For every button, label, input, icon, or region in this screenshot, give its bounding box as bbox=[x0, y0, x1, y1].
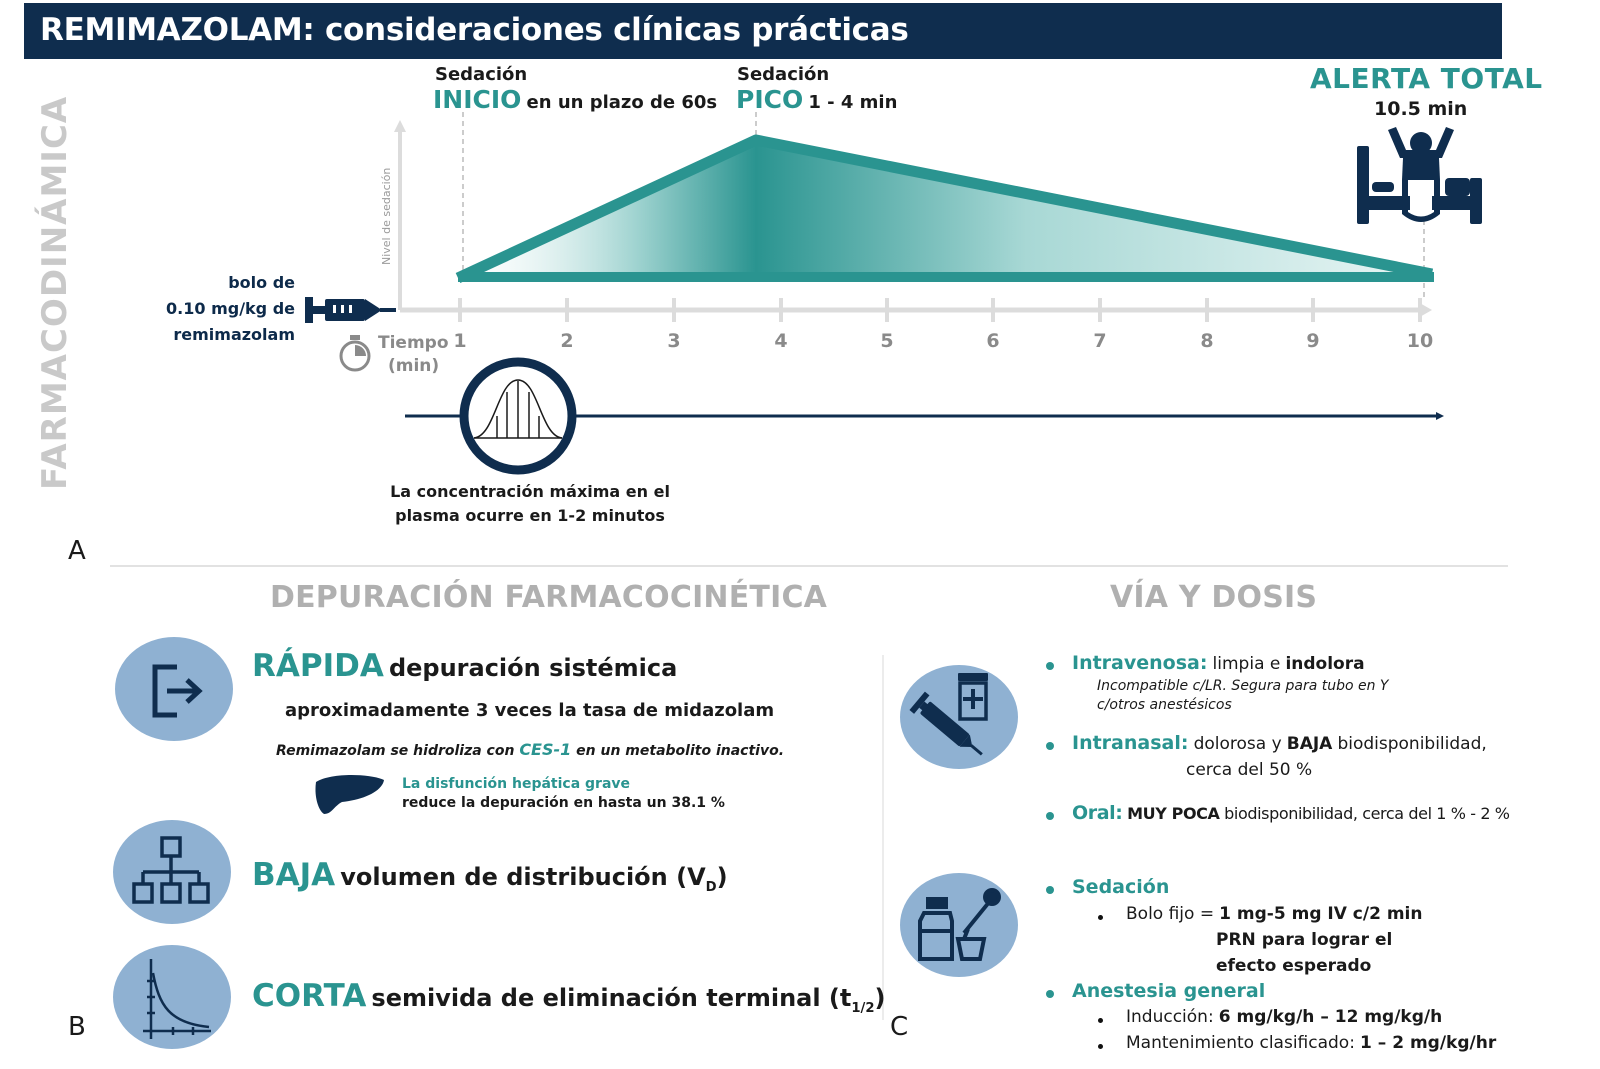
iv-t1: limpia e bbox=[1212, 654, 1281, 674]
sedation-bolus-line bbox=[1126, 904, 1422, 924]
exit-icon bbox=[115, 637, 233, 741]
onset-small: Sedación bbox=[435, 64, 528, 85]
onset-rest: en un plazo de 60s bbox=[526, 92, 718, 113]
iv-note-2: c/otros anestésicos bbox=[1097, 697, 1232, 713]
tick-label: 5 bbox=[880, 330, 894, 352]
bed-wake-icon bbox=[1357, 127, 1482, 224]
oral-t1: MUY POCA bbox=[1127, 804, 1220, 823]
maintenance-line bbox=[1126, 1033, 1496, 1053]
bolus-line-2: 0.10 mg/kg de bbox=[166, 299, 295, 318]
tick-label: 6 bbox=[986, 330, 1000, 352]
bolus-line-1: bolo de bbox=[228, 273, 295, 292]
sedation-bolus-bold: 1 mg-5 mg IV c/2 min bbox=[1219, 904, 1423, 924]
sedation-bullet bbox=[1046, 886, 1054, 894]
maintenance-bullet bbox=[1098, 1044, 1103, 1049]
iv-bullet bbox=[1046, 662, 1054, 670]
plasma-note bbox=[370, 480, 690, 528]
tick-label: 9 bbox=[1306, 330, 1320, 352]
syringe-icon bbox=[305, 297, 396, 323]
oral-label: Oral: bbox=[1072, 802, 1123, 824]
rapid-big: RÁPIDA bbox=[252, 648, 384, 684]
rapid-note bbox=[276, 740, 784, 759]
header-via-dosis: VÍA Y DOSIS bbox=[1110, 580, 1318, 615]
sedation-sub-bullet bbox=[1098, 915, 1103, 920]
low-rest: volumen de distribución (V bbox=[340, 863, 706, 891]
maintenance-pre: Mantenimiento clasificado: bbox=[1126, 1033, 1355, 1053]
plasma-note-line-2: plasma ocurre en 1-2 minutos bbox=[395, 506, 665, 525]
stopwatch-icon bbox=[341, 335, 369, 370]
tick-label: 3 bbox=[667, 330, 681, 352]
alert-time: 10.5 min bbox=[1374, 98, 1468, 120]
tick-label: 7 bbox=[1093, 330, 1107, 352]
peak-small: Sedación bbox=[737, 64, 830, 85]
rapid-note-post: en un metabolito inactivo. bbox=[576, 743, 785, 759]
sedation-bolus-l3: efecto esperado bbox=[1216, 956, 1372, 976]
hierarchy-cubes-icon bbox=[113, 820, 231, 924]
section-letter-b: B bbox=[68, 1012, 86, 1042]
rapid-line bbox=[252, 648, 677, 684]
onset-big: INICIO bbox=[433, 85, 522, 114]
time-label-2: (min) bbox=[388, 356, 440, 376]
sedation-bolus-pre: Bolo fijo = bbox=[1126, 904, 1215, 924]
rapid-note-mid: CES-1 bbox=[519, 740, 572, 759]
decay-curve-icon bbox=[113, 945, 231, 1049]
alert-total-label: ALERTA TOTAL bbox=[1310, 62, 1543, 95]
low-line bbox=[252, 857, 728, 895]
nasal-t3: biodisponibilidad, bbox=[1337, 734, 1487, 754]
iv-note-1: Incompatible c/LR. Segura para tubo en Y bbox=[1097, 678, 1389, 694]
nasal-line bbox=[1072, 732, 1487, 754]
nasal-t2: BAJA bbox=[1286, 734, 1333, 754]
low-big: BAJA bbox=[252, 857, 336, 893]
y-axis-arrow bbox=[394, 120, 406, 132]
section-letter-a: A bbox=[68, 536, 86, 566]
tick-label: 4 bbox=[774, 330, 788, 352]
liver-note-black: reduce la depuración en hasta un 38.1 % bbox=[402, 795, 725, 811]
nasal-label: Intranasal: bbox=[1072, 732, 1189, 754]
induction-bullet bbox=[1098, 1018, 1103, 1023]
oral-bullet bbox=[1046, 812, 1054, 820]
rapid-sub: aproximadamente 3 veces la tasa de midazolam bbox=[285, 700, 775, 721]
nasal-t1: dolorosa y bbox=[1193, 734, 1282, 754]
induction-bold: 6 mg/kg/h – 12 mg/kg/h bbox=[1218, 1007, 1443, 1027]
rapid-rest: depuración sistémica bbox=[388, 654, 678, 682]
rapid-note-pre: Remimazolam se hidroliza con bbox=[276, 743, 515, 759]
medication-bottles-icon bbox=[900, 873, 1018, 977]
time-label-1: Tiempo bbox=[378, 333, 449, 353]
sedation-bolus-l2: PRN para lograr el bbox=[1216, 930, 1393, 950]
short-line bbox=[252, 978, 886, 1016]
peak-rest: 1 - 4 min bbox=[808, 92, 898, 113]
tick-label: 8 bbox=[1200, 330, 1214, 352]
induction-pre: Inducción: bbox=[1126, 1007, 1214, 1027]
low-close: ) bbox=[716, 863, 728, 891]
anesthesia-bullet bbox=[1046, 990, 1054, 998]
induction-line bbox=[1126, 1007, 1442, 1027]
bolus-text bbox=[140, 270, 295, 348]
page-title: REMIMAZOLAM: consideraciones clínicas prácticas bbox=[40, 12, 909, 48]
liver-note-teal: La disfunción hepática grave bbox=[402, 776, 631, 792]
short-sub: 1/2 bbox=[851, 1000, 875, 1016]
syringe-vial-icon bbox=[900, 665, 1018, 769]
tick-label: 2 bbox=[560, 330, 574, 352]
short-big: CORTA bbox=[252, 978, 367, 1014]
section-letter-c: C bbox=[890, 1012, 909, 1042]
timeline-arrow bbox=[1436, 412, 1444, 420]
plasma-note-line-1: La concentración máxima en el bbox=[390, 482, 670, 501]
iv-t2: indolora bbox=[1285, 654, 1365, 674]
anesthesia-label: Anestesia general bbox=[1072, 980, 1266, 1002]
tick-label: 10 bbox=[1406, 330, 1434, 352]
nasal-bullet bbox=[1046, 742, 1054, 750]
peak-big: PICO bbox=[736, 85, 804, 114]
liver-icon bbox=[312, 772, 388, 816]
side-label-farmacodinamica: FARMACODINÁMICA bbox=[35, 95, 75, 490]
nasal-t4: cerca del 50 % bbox=[1186, 760, 1313, 780]
oral-line bbox=[1072, 802, 1510, 824]
oral-t2: biodisponibilidad, cerca del 1 % - 2 % bbox=[1224, 804, 1510, 823]
sedation-label: Sedación bbox=[1072, 876, 1170, 898]
short-close: ) bbox=[874, 984, 886, 1012]
y-axis-label: Nivel de sedación bbox=[380, 167, 393, 265]
low-sub: D bbox=[705, 879, 717, 895]
short-rest: semivida de eliminación terminal (t bbox=[371, 984, 852, 1012]
iv-label: Intravenosa: bbox=[1072, 652, 1208, 674]
tick-label: 1 bbox=[453, 330, 467, 352]
bolus-line-3: remimazolam bbox=[173, 325, 295, 344]
maintenance-bold: 1 – 2 mg/kg/hr bbox=[1360, 1033, 1497, 1053]
header-depuracion: DEPURACIÓN FARMACOCINÉTICA bbox=[270, 580, 828, 615]
iv-line bbox=[1072, 652, 1365, 674]
